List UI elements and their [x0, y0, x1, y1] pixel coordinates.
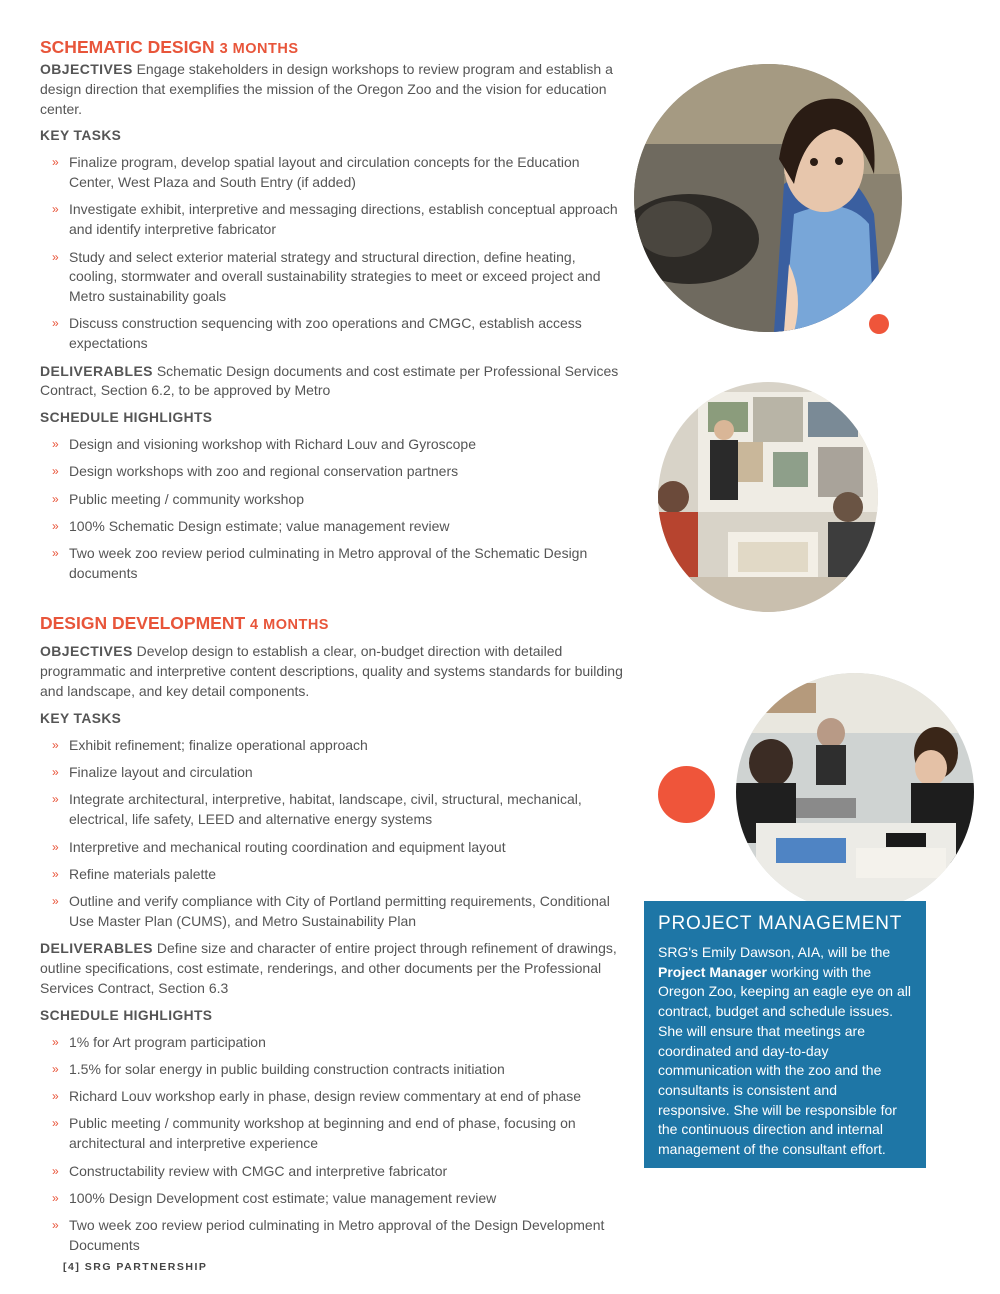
bullet-chevron-icon: » [52, 491, 59, 506]
project-management-box [644, 901, 926, 1168]
schematic-duration: 3 MONTHS [219, 41, 299, 57]
development-duration: 4 MONTHS [250, 617, 329, 634]
bullet-chevron-icon: » [52, 792, 59, 807]
accent-dot-large [658, 766, 715, 823]
bullet-chevron-icon: » [52, 546, 59, 561]
bullet-chevron-icon: » [52, 1163, 59, 1178]
list-item: » Two week zoo review period culminating in Metro approval of the Design Development Documents [52, 1217, 605, 1253]
presentation-photo [658, 382, 878, 612]
presentation-photo-illustration [658, 382, 878, 612]
schematic-key-tasks [40, 153, 625, 354]
bullet-chevron-icon: » [52, 1218, 59, 1233]
bullet-chevron-icon: » [52, 1089, 59, 1104]
list-item: » Finalize program, develop spatial layout and circulation concepts for the Education Center, West Plaza and South Entry (if added) [52, 154, 580, 191]
list-item: » Study and select exterior material strategy and structural direction, define heating, cooling, stormwater and overall sustainability strategies to meet or exceed project and Metro sustainability goals [52, 248, 601, 305]
bullet-chevron-icon: » [52, 737, 59, 752]
list-item: » Design and visioning workshop with Richard Louv and Gyroscope [40, 435, 625, 455]
objectives-label: OBJECTIVES [40, 643, 133, 660]
list-item: » Interpretive and mechanical routing coordination and equipment layout [40, 838, 625, 858]
schematic-title: SCHEMATIC DESIGN [40, 37, 215, 57]
list-item: » Investigate exhibit, interpretive and messaging directions, establish conceptual approach and identify interpretive fabricator [52, 201, 618, 238]
schedule-heading: SCHEDULE HIGHLIGHTS [40, 410, 213, 426]
bullet-chevron-icon: » [52, 464, 59, 479]
bullet-chevron-icon: » [52, 839, 59, 854]
list-item: » Outline and verify compliance with City of Portland permitting requirements, Conditional Use Master Plan (CUMS), and Metro Sustainability Plan [52, 893, 610, 929]
development-schedule [40, 1033, 625, 1256]
bullet-chevron-icon: » [52, 866, 59, 881]
project-management-title: PROJECT MANAGEMENT [658, 913, 903, 934]
bullet-chevron-icon: » [52, 1116, 59, 1131]
development-deliverables [40, 939, 625, 998]
schematic-heading [40, 36, 625, 60]
development-title: DESIGN DEVELOPMENT [40, 613, 246, 634]
workshop-photo [736, 673, 974, 911]
child-at-exhibit-photo [634, 64, 902, 332]
objectives-text: Engage stakeholders in design workshops to review program and establish a design direction that exemplifies the mission of the Oregon Zoo and the vision for education center. [40, 61, 613, 117]
list-item: » 1.5% for solar energy in public building construction contracts initiation [40, 1060, 625, 1080]
schematic-schedule [40, 435, 625, 584]
bullet-chevron-icon: » [52, 1190, 59, 1205]
list-item: » 1% for Art program participation [40, 1033, 625, 1053]
list-item: » Refine materials palette [40, 865, 625, 885]
key-tasks-heading: KEY TASKS [40, 128, 122, 144]
development-key-tasks [40, 736, 625, 932]
schematic-deliverables [40, 362, 625, 402]
page-footer: [4] SRG PARTNERSHIP [63, 1261, 208, 1273]
project-management-text [658, 943, 912, 1160]
main-column [40, 36, 625, 1263]
accent-dot [869, 314, 889, 334]
list-item: » Integrate architectural, interpretive, habitat, landscape, civil, structural, mechanical, electrical, life safety, LEED and alternative energy systems [52, 791, 582, 828]
bullet-chevron-icon: » [52, 765, 59, 780]
list-item: » 100% Schematic Design estimate; value management review [40, 517, 625, 537]
list-item: » 100% Design Development cost estimate; value management review [40, 1189, 625, 1209]
child-photo-illustration [634, 64, 902, 332]
schematic-objectives [40, 60, 625, 119]
list-item: » Discuss construction sequencing with zoo operations and CMGC, establish access expectations [52, 315, 582, 352]
list-item: » Constructability review with CMGC and interpretive fabricator [40, 1162, 625, 1182]
pm-text-before: SRG's Emily Dawson, AIA, will be the [658, 944, 891, 960]
schedule-heading: SCHEDULE HIGHLIGHTS [40, 1007, 213, 1023]
list-item: » Richard Louv workshop early in phase, design review commentary at end of phase [40, 1087, 625, 1107]
bullet-chevron-icon: » [52, 1061, 59, 1076]
bullet-chevron-icon: » [52, 894, 59, 909]
objectives-label: OBJECTIVES [40, 61, 133, 77]
key-tasks-heading: KEY TASKS [40, 710, 122, 726]
deliverables-text: Define size and character of entire project through refinement of drawings, outline specifications, cost estimate, renderings, and other documents per the Professional Services Contract, Section 6.3 [40, 940, 617, 996]
development-objectives [40, 642, 625, 701]
workshop-photo-illustration [736, 673, 974, 911]
deliverables-text: Schematic Design documents and cost estimate per Professional Services Contract, Section 6.2, to be approved by Metro [40, 362, 619, 399]
bullet-chevron-icon: » [52, 437, 59, 452]
list-item: » Exhibit refinement; finalize operational approach [40, 736, 625, 756]
list-item: » Public meeting / community workshop at beginning and end of phase, focusing on architectural and interpretive experience [52, 1115, 576, 1152]
bullet-chevron-icon: » [52, 519, 59, 534]
deliverables-label: DELIVERABLES [40, 362, 153, 379]
bullet-chevron-icon: » [52, 316, 59, 331]
development-heading [40, 612, 625, 636]
bullet-chevron-icon: » [52, 202, 59, 217]
objectives-text: Develop design to establish a clear, on-budget direction with detailed programmatic and interpretive content descriptions, quality and systems standards for building and landscape, and key detail components. [40, 643, 623, 700]
deliverables-label: DELIVERABLES [40, 940, 153, 957]
list-item: » Finalize layout and circulation [40, 763, 625, 783]
bullet-chevron-icon: » [52, 155, 59, 170]
pm-text-bold: Project Manager [658, 963, 767, 980]
list-item: » Two week zoo review period culminating in Metro approval of the Schematic Design documents [52, 545, 588, 582]
list-item: » Design workshops with zoo and regional conservation partners [40, 462, 625, 482]
list-item: » Public meeting / community workshop [40, 490, 625, 510]
pm-text-after: working with the Oregon Zoo, keeping an eagle eye on all contract, budget and schedule issues. She will ensure that meetings are coordinated and day-to-day communication with the zoo and the consultants is consistent and responsive. She will be responsible for the continuous direction and internal management of the consultant effort. [658, 963, 911, 1158]
bullet-chevron-icon: » [52, 249, 59, 264]
bullet-chevron-icon: » [52, 1034, 59, 1049]
